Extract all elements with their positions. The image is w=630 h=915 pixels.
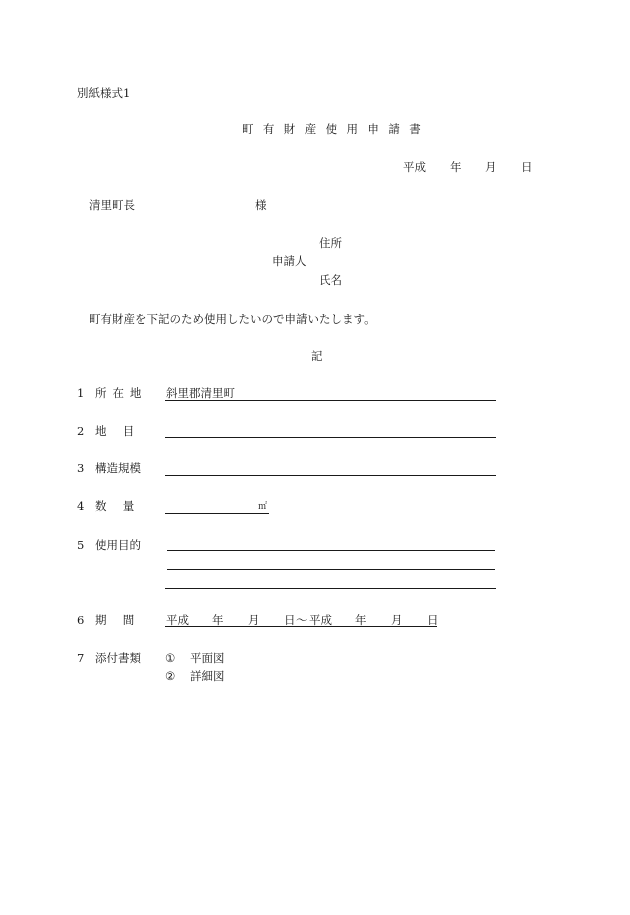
attachment-name: 詳細図 <box>190 669 225 683</box>
applicant-label: 申請人 <box>272 254 307 268</box>
item-number: 7 <box>77 651 85 665</box>
date-day: 日 <box>521 160 533 174</box>
item-number: 3 <box>77 461 85 475</box>
form-number: 別紙様式1 <box>77 86 131 100</box>
land-category-label: 地 目 <box>95 424 141 438</box>
item-label: 構造規模 <box>95 461 141 475</box>
land-category-underline <box>165 437 496 438</box>
attachment-name: 平面図 <box>190 651 225 665</box>
address-label: 住所 <box>319 236 342 250</box>
purpose-underline-3 <box>165 588 496 589</box>
application-statement: 町有財産を下記のため使用したいので申請いたします。 <box>89 312 376 326</box>
item-label: 添付書類 <box>95 651 141 665</box>
location-underline <box>165 400 496 401</box>
addressee-honorific: 様 <box>255 198 267 212</box>
period-label: 期 間 <box>95 613 141 627</box>
item-number: 4 <box>77 499 85 513</box>
period-from-month: 月 <box>248 613 260 627</box>
period-to-year: 年 <box>355 613 367 627</box>
item-number: 5 <box>77 538 85 552</box>
item-number: 6 <box>77 613 85 627</box>
period-separator: 〜 <box>296 613 308 627</box>
item-label <box>95 499 141 513</box>
date-month: 月 <box>485 160 497 174</box>
period-from-day: 日 <box>284 613 296 627</box>
location-value: 斜里郡清里町 <box>166 386 235 400</box>
item-number: 1 <box>77 386 85 400</box>
period-to-day: 日 <box>427 613 439 627</box>
item-number: 2 <box>77 424 85 438</box>
item-label: 使用目的 <box>95 538 141 552</box>
quantity-label: 数 量 <box>95 499 141 513</box>
period-from-era: 平成 <box>166 613 189 627</box>
period-to-era: 平成 <box>309 613 332 627</box>
quantity-underline <box>165 513 269 514</box>
ki-heading: 記 <box>311 349 323 363</box>
purpose-underline-2 <box>167 569 495 570</box>
period-from-year: 年 <box>212 613 224 627</box>
document-title: 町 有 財 産 使 用 申 請 書 <box>242 122 424 136</box>
attachment-mark: ① <box>165 651 176 665</box>
name-label: 氏名 <box>319 273 342 287</box>
purpose-underline-1 <box>167 550 495 551</box>
period-to-month: 月 <box>391 613 403 627</box>
structure-underline <box>165 475 496 476</box>
period-underline <box>165 626 437 627</box>
item-label <box>95 613 141 627</box>
item-label: 所 在 地 <box>95 386 143 400</box>
item-label <box>95 424 141 438</box>
addressee-name: 清里町長 <box>89 198 135 212</box>
date-year: 年 <box>450 160 462 174</box>
attachment-mark: ② <box>165 669 176 683</box>
quantity-unit: ㎡ <box>258 502 268 512</box>
date-era: 平成 <box>403 160 426 174</box>
